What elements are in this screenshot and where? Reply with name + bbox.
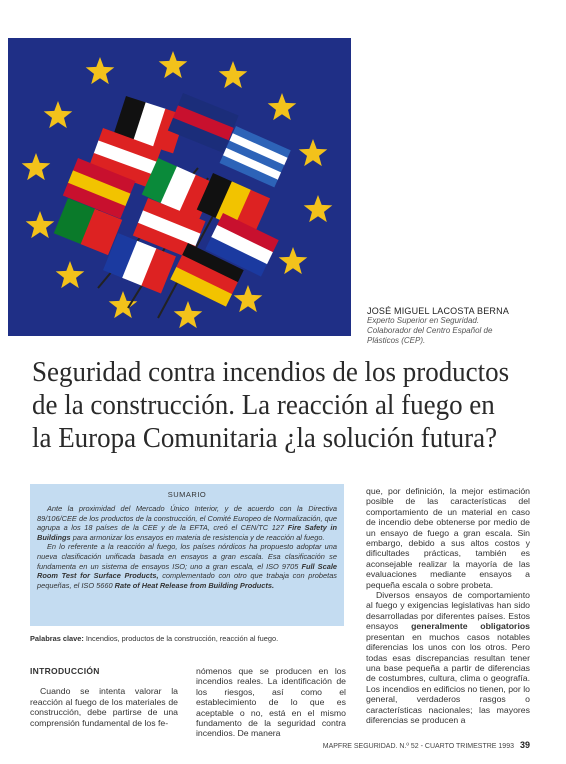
eu-star-icon: [109, 291, 138, 318]
summary-emphasis: Fire Safety in Buildings: [37, 523, 337, 542]
author-name: JOSÉ MIGUEL LACOSTA BERNA: [367, 306, 510, 316]
eu-star-icon: [86, 57, 115, 84]
summary-paragraph: [37, 542, 337, 590]
body-paragraph: nómenos que se producen en los incendios reales. La identificación de los riesgos, así como el establecimiento de lo que es aceptable o no, está en el mismo fundamento de la seguridad contra incendios. De manera: [196, 666, 346, 739]
body-column-1: [30, 666, 178, 728]
journal-info: MAPFRE SEGURIDAD. N.º 52 - CUARTO TRIMESTRE 1993: [322, 743, 514, 750]
summary-text: para armonizar los ensayos en materia de resistencia y de reacción al fuego.: [70, 532, 325, 542]
eu-star-icon: [159, 51, 188, 78]
article-title: [32, 356, 510, 455]
author-role-line: Plásticos (CEP).: [367, 336, 426, 345]
page-footer: [320, 740, 530, 750]
author-role-line: Experto Superior en Seguridad.: [367, 316, 480, 325]
eu-star-icon: [44, 101, 73, 128]
keywords-line: [30, 634, 346, 643]
body-paragraph: Cuando se intenta valorar la reacción al fuego de los materiales de construcción, debe partirse de una comprensión fundamental de los fe-: [30, 686, 178, 728]
body-paragraph: que, por definición, la mejor estimación posible de las características del comportamiento de un material en caso de incendio debe obtenerse por medio de un ensayo de fuego a gran escala. Sin embargo, debido a sus altos costos y dificultades prácticas, también es aconsejable realizar la mayoría de las evaluaciones mediante ensayos a pequeña escala o sobre probeta.: [366, 486, 530, 590]
flags-illustration: [8, 38, 351, 336]
page-number: 39: [519, 740, 530, 750]
eu-star-icon: [174, 301, 203, 328]
body-paragraph: [366, 590, 530, 725]
body-text: presentan en muchos casos notables diferencias los unos con los otros. Pero todas esas discrepancias resultan tener una base pequeña a partir de diferencias de costumbres, cultura, clima o geografía. Los incendios en edificios no tienen, por lo general, verdaderos rasgos o características nacionales; las mayores diferencias se producen a: [366, 631, 530, 725]
eu-star-icon: [268, 93, 297, 120]
eu-star-icon: [22, 153, 51, 180]
author-role-line: Colaborador del Centro Español de: [367, 326, 493, 335]
eu-star-icon: [56, 261, 85, 288]
eu-star-icon: [304, 195, 333, 222]
keywords-label: Palabras clave:: [30, 634, 84, 643]
eu-star-icon: [279, 247, 308, 274]
body-column-2: [196, 666, 346, 739]
eu-star-icon: [26, 211, 55, 238]
summary-paragraph: [37, 504, 337, 542]
eu-star-icon: [219, 61, 248, 88]
summary-text: Ante la proximidad del Mercado Único Interior, y de acuerdo con la Directiva 89/106/CEE de los productos de la construcción, el Comité Europeo de Normalización, que agrupa a los 18 países de la CEE y de la EFTA, creó el CEN/TC 127: [37, 504, 337, 533]
summary-emphasis: Full Scale Room Test for Surface Products,: [37, 561, 337, 581]
title-line: Seguridad contra incendios de los productos: [32, 356, 510, 388]
title-line: la Europa Comunitaria ¿la solución futura?: [32, 422, 498, 454]
summary-text: complementado con otro que trabaja con probetas pequeñas, el ISO 5660: [37, 571, 337, 590]
flags-photo: [8, 38, 351, 336]
summary-box: [30, 484, 344, 626]
author-byline: [367, 306, 559, 346]
body-column-3: [366, 486, 530, 725]
title-line: de la construcción. La reacción al fuego en: [32, 389, 495, 421]
section-heading: INTRODUCCIÓN: [30, 666, 100, 676]
eu-star-icon: [299, 139, 328, 166]
keywords-text: Incendios, productos de la construcción, reacción al fuego.: [83, 634, 279, 643]
summary-text: En lo referente a la reacción al fuego, los países nórdicos ha propuesto adoptar una nueva clasificación unificada basada en ensayos a gran escala. Esa clasificación se fundamenta en un sistema de ensayos ISO; uno a gran escala, el ISO 9705: [37, 542, 337, 571]
summary-heading: SUMARIO: [167, 490, 207, 499]
body-text: Diversos ensayos de comportamiento al fuego y exigencias legislativas han sido desarrolladas por diferentes países. Estos ensayos: [366, 590, 530, 632]
eu-star-icon: [234, 285, 263, 312]
summary-emphasis: Rate of Heat Release from Building Products.: [114, 580, 275, 590]
body-emphasis: generalmente obligatorios: [411, 621, 530, 632]
